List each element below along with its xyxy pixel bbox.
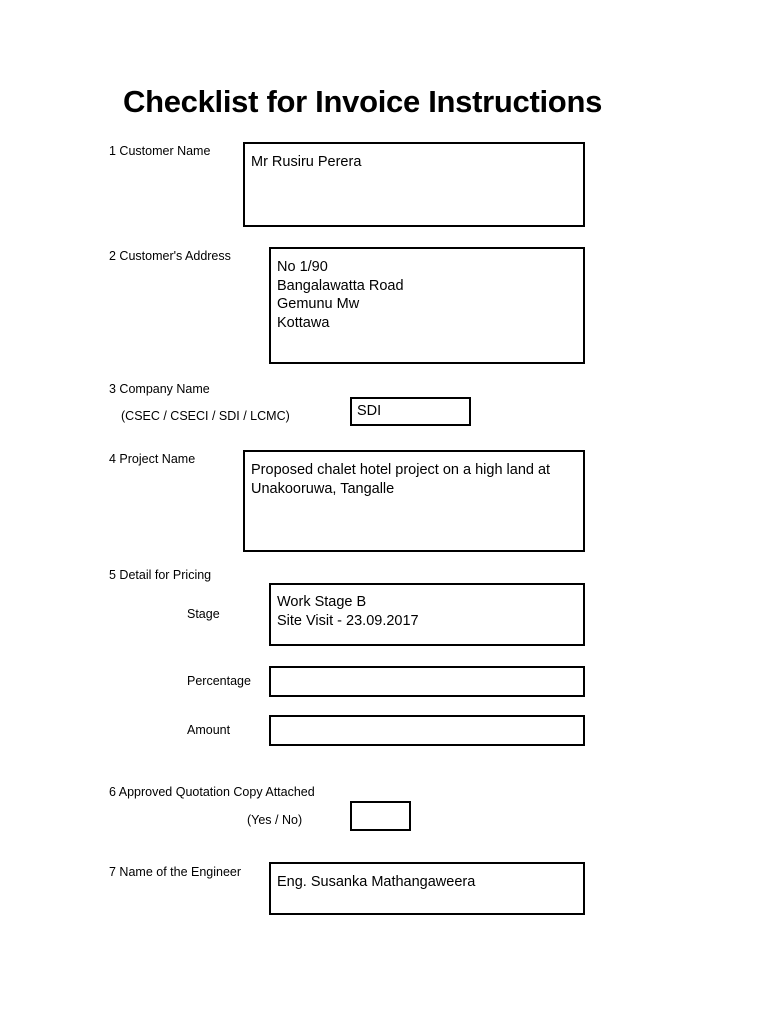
- customer-address-label: 2 Customer's Address: [109, 249, 231, 263]
- quotation-field[interactable]: [350, 801, 411, 831]
- percentage-field[interactable]: [269, 666, 585, 697]
- company-name-field[interactable]: SDI: [350, 397, 471, 426]
- project-name-field[interactable]: Proposed chalet hotel project on a high land at Unakooruwa, Tangalle: [243, 450, 585, 552]
- engineer-field[interactable]: Eng. Susanka Mathangaweera: [269, 862, 585, 915]
- quotation-label: 6 Approved Quotation Copy Attached: [109, 785, 315, 799]
- customer-address-field[interactable]: No 1/90 Bangalawatta Road Gemunu Mw Kottawa: [269, 247, 585, 364]
- stage-field[interactable]: Work Stage B Site Visit - 23.09.2017: [269, 583, 585, 646]
- page-title: Checklist for Invoice Instructions: [123, 84, 603, 119]
- amount-field[interactable]: [269, 715, 585, 746]
- company-name-label: 3 Company Name: [109, 382, 210, 396]
- pricing-label: 5 Detail for Pricing: [109, 568, 212, 582]
- project-name-label: 4 Project Name: [109, 452, 196, 466]
- customer-name-field[interactable]: Mr Rusiru Perera: [243, 142, 585, 227]
- engineer-label: 7 Name of the Engineer: [109, 865, 242, 879]
- stage-label: Stage: [187, 607, 220, 621]
- amount-label: Amount: [187, 723, 231, 737]
- company-name-hint: (CSEC / CSECI / SDI / LCMC): [121, 409, 290, 423]
- percentage-label: Percentage: [187, 674, 251, 688]
- quotation-hint: (Yes / No): [247, 813, 303, 827]
- customer-name-label: 1 Customer Name: [109, 144, 211, 158]
